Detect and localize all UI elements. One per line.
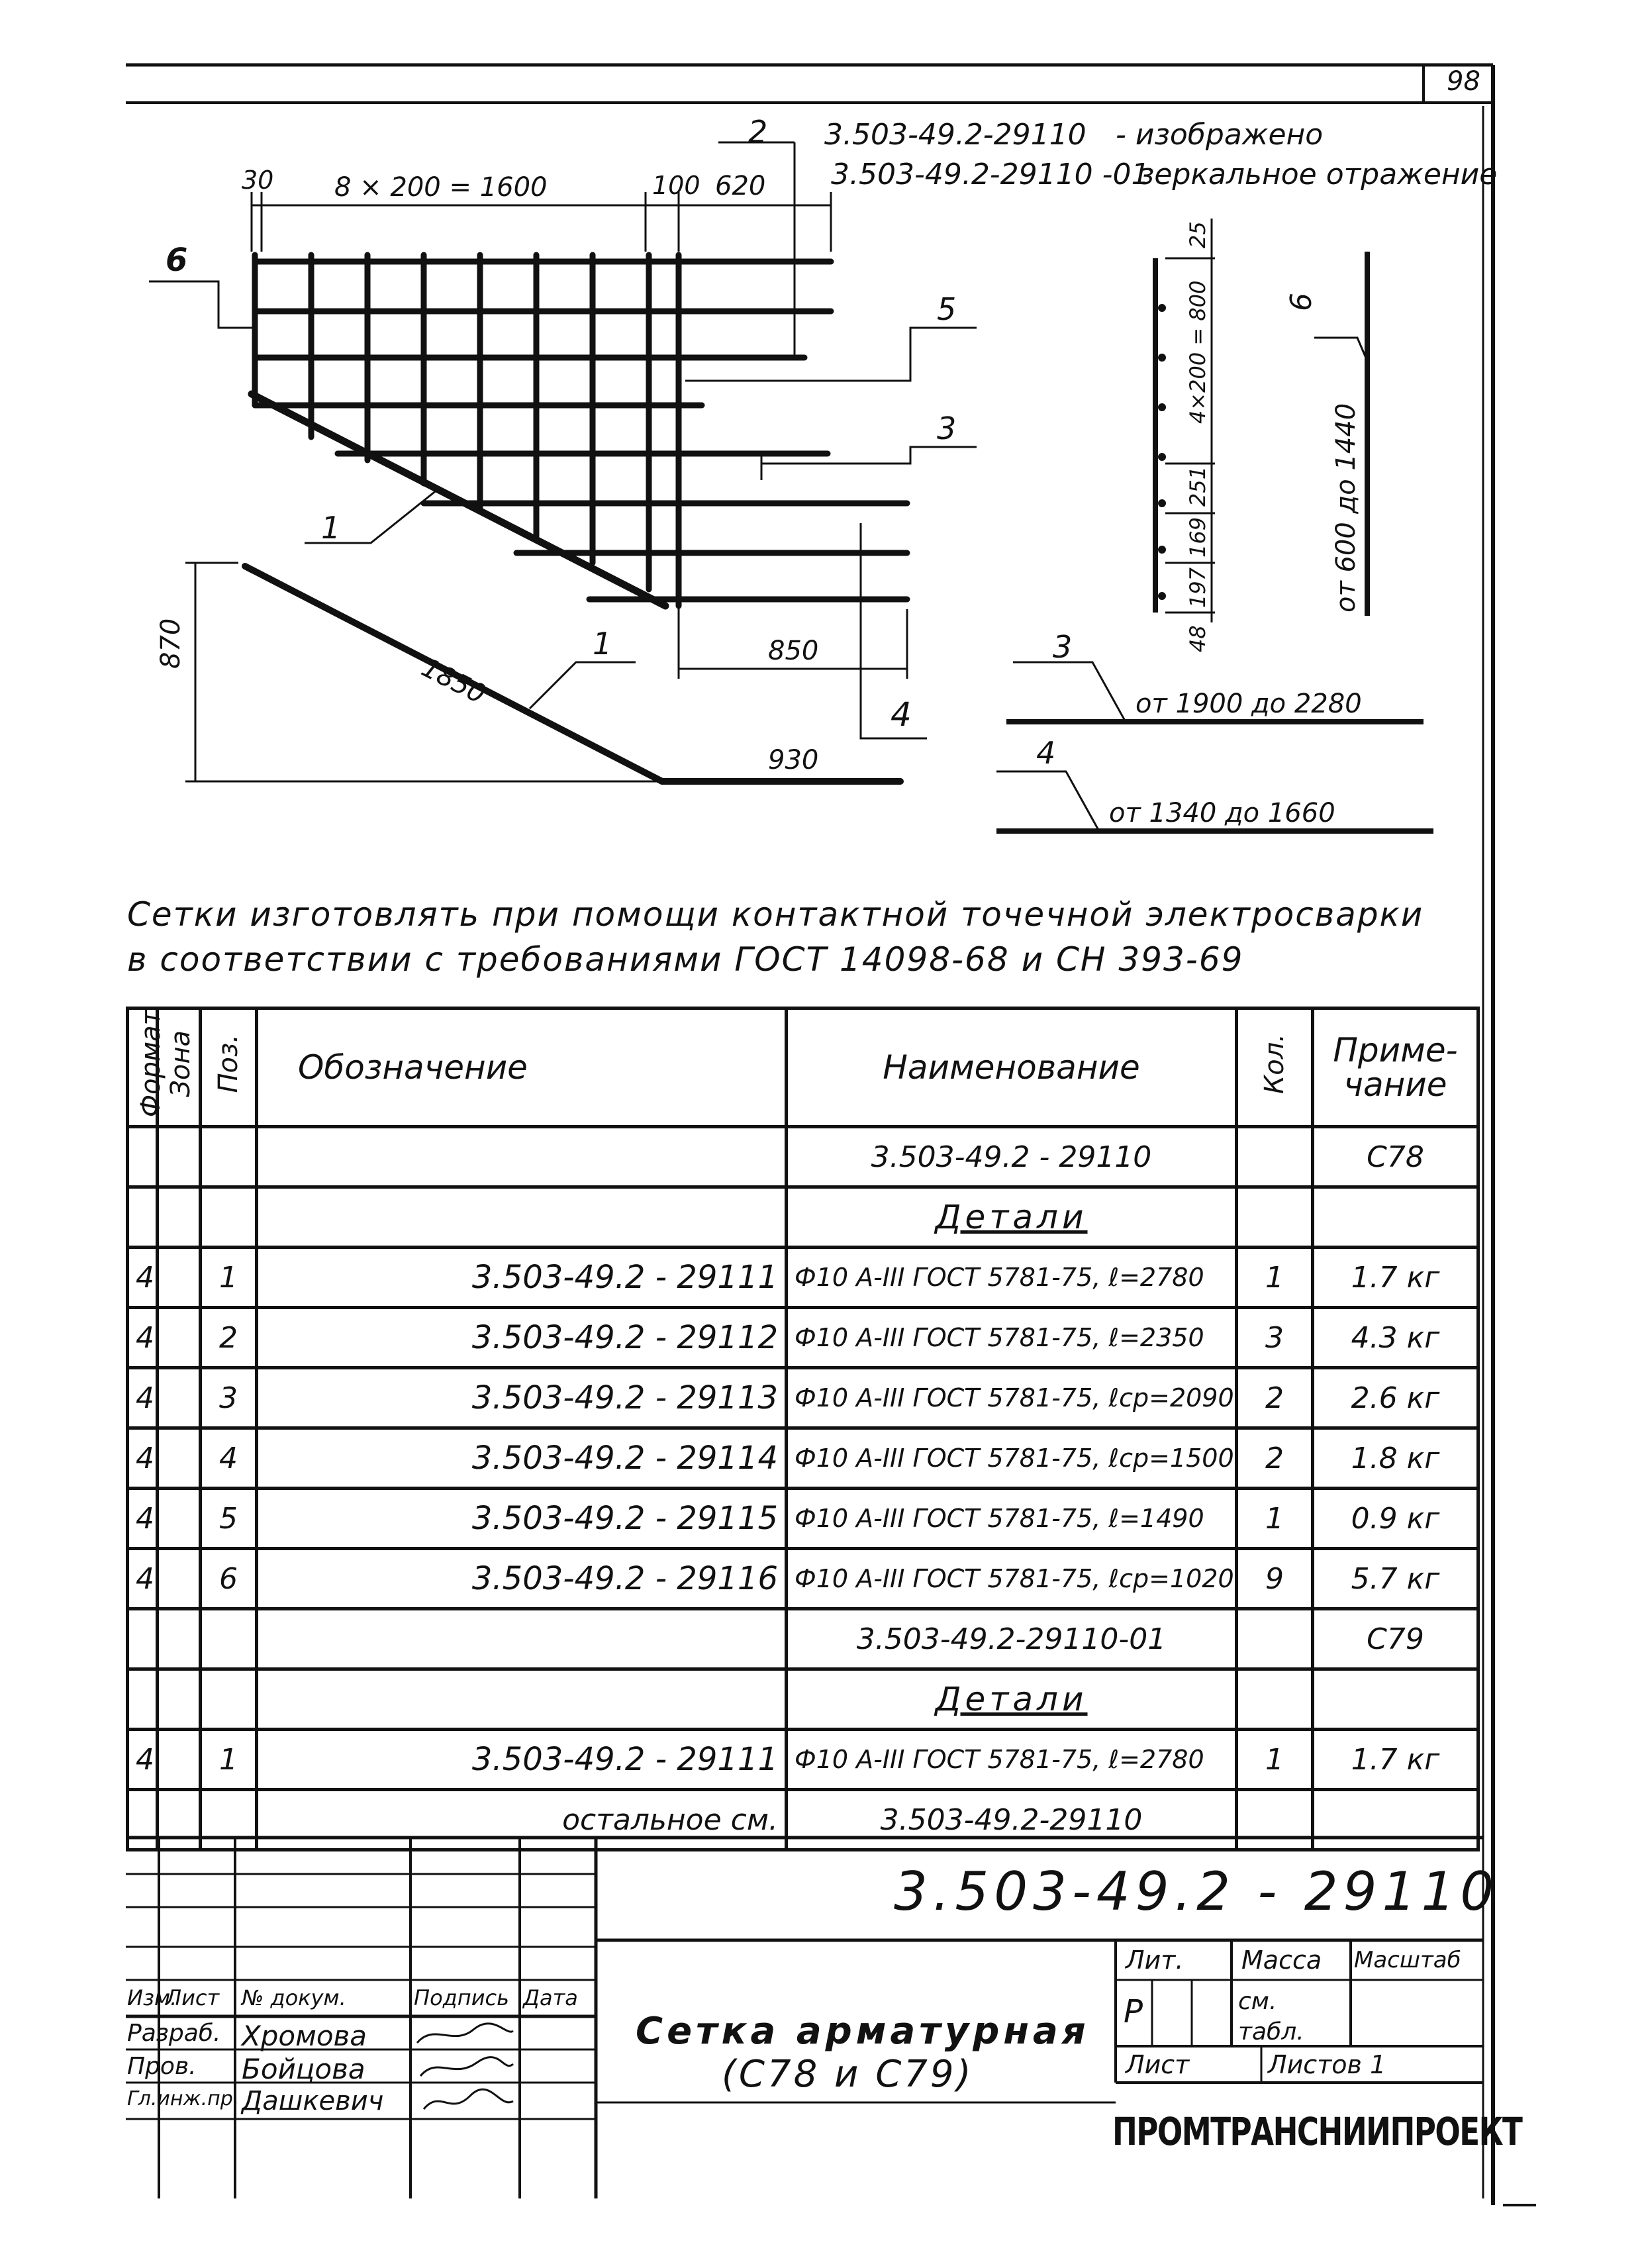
doc-code: 3.503-49.2 - 29110 — [894, 1861, 1500, 1922]
format-cell: 4 — [128, 1248, 158, 1308]
tb-name-1: Хромова — [242, 2020, 367, 2052]
tb-col-list: Лист — [166, 1985, 220, 2010]
specification-table — [126, 1007, 1480, 1851]
tb-role-1: Разраб. — [127, 2020, 221, 2047]
range-3: от 1900 до 2280 — [1135, 689, 1362, 719]
designation-cell: 3.503-49.2 - 29115 — [257, 1489, 787, 1549]
tb-col-izm: Изм. — [127, 1985, 177, 2010]
format-cell: 4 — [128, 1489, 158, 1549]
dimension-lines — [149, 142, 977, 781]
table-row — [128, 1368, 1478, 1428]
pos-cell: 2 — [201, 1308, 257, 1368]
assembly-row-c79 — [128, 1609, 1478, 1669]
col-qty: Кол. — [1237, 1009, 1313, 1127]
qty-cell: 3 — [1237, 1308, 1313, 1368]
org-name: ПРОМТРАНСНИИПРОЕКТ — [1112, 2109, 1522, 2154]
assembly-row-c78 — [128, 1127, 1478, 1187]
designation-main: 3.503-49.2-29110 — [824, 118, 1087, 152]
designation-cell: 3.503-49.2 - 29112 — [257, 1308, 787, 1368]
assembly-name: 3.503-49.2-29110-01 — [787, 1609, 1237, 1669]
designation-cell: 3.503-49.2 - 29114 — [257, 1428, 787, 1489]
dim-100: 100 — [652, 171, 700, 200]
designation-cell: 3.503-49.2 - 29111 — [257, 1248, 787, 1308]
table-row — [128, 1248, 1478, 1308]
assembly-note: С79 — [1313, 1609, 1478, 1669]
name-cell: Ф10 А-III ГОСТ 5781-75, ℓ=2780 — [787, 1730, 1237, 1790]
col-pos: Поз. — [201, 1009, 257, 1127]
pos-cell: 3 — [201, 1368, 257, 1428]
table-header-row — [128, 1009, 1478, 1127]
designation-mirror-note: зеркальное отражение — [1139, 158, 1498, 191]
name-cell: Ф10 А-III ГОСТ 5781-75, ℓ=2350 — [787, 1308, 1237, 1368]
name-cell: Ф10 А-III ГОСТ 5781-75, ℓ=1490 — [787, 1489, 1237, 1549]
qty-cell: 2 — [1237, 1428, 1313, 1489]
table-row — [128, 1428, 1478, 1489]
zone-cell — [158, 1248, 201, 1308]
mesh-main — [252, 255, 907, 606]
designation-cell: 3.503-49.2 - 29111 — [257, 1730, 787, 1790]
callout-6-side: 6 — [1284, 293, 1318, 311]
tb-name-3: Дашкевич — [242, 2086, 384, 2116]
format-cell: 4 — [128, 1730, 158, 1790]
callout-2: 2 — [748, 114, 768, 150]
dim-1600: 8 × 200 = 1600 — [334, 172, 548, 203]
col-name: Наименование — [787, 1009, 1237, 1127]
pos-cell: 1 — [201, 1248, 257, 1308]
designation-mirror: 3.503-49.2-29110 -01 — [831, 158, 1150, 191]
name-cell: Ф10 А-III ГОСТ 5781-75, ℓср=1020 — [787, 1549, 1237, 1609]
zone-cell — [158, 1368, 201, 1428]
qty-cell: 1 — [1237, 1730, 1313, 1790]
section-row — [128, 1669, 1478, 1730]
tb-name-2: Бойцова — [242, 2053, 365, 2085]
table-row — [128, 1549, 1478, 1609]
col-format: Формат — [128, 1009, 158, 1127]
zone-cell — [158, 1489, 201, 1549]
col-zone: Зона — [158, 1009, 201, 1127]
side-section-dots — [1158, 304, 1166, 600]
zone-cell — [158, 1549, 201, 1609]
dim-25: 25 — [1185, 221, 1210, 248]
tb-role-3: Гл.инж.пр. — [127, 2087, 240, 2110]
callout-3: 3 — [937, 411, 957, 446]
tb-sheet-label: Лист — [1126, 2050, 1190, 2079]
callout-1-lower: 1 — [593, 626, 612, 662]
pos-cell: 6 — [201, 1549, 257, 1609]
zone-cell — [158, 1428, 201, 1489]
rest-label: остальное см. — [257, 1790, 787, 1850]
designation-main-note: - изображено — [1116, 118, 1324, 152]
callout-1: 1 — [321, 510, 341, 546]
format-cell: 4 — [128, 1308, 158, 1368]
tb-role-2: Пров. — [127, 2053, 197, 2080]
note-line-1: Сетки изготовлять при помощи контактной точечной электросварки — [127, 895, 1424, 934]
note-line-2: в соответствии с требованиями ГОСТ 14098-68 и СН 393-69 — [127, 940, 1244, 979]
tb-mass-label: Масса — [1241, 1946, 1322, 1975]
section-title: Детали — [935, 1680, 1088, 1719]
note-cell: 1.7 кг — [1313, 1248, 1478, 1308]
tb-mass-value: см. табл. — [1238, 1988, 1304, 2046]
table-row — [128, 1489, 1478, 1549]
rest-ref: 3.503-49.2-29110 — [787, 1790, 1237, 1850]
dim-850: 850 — [768, 636, 819, 666]
pos-cell: 4 — [201, 1428, 257, 1489]
callout-4: 4 — [891, 695, 912, 734]
col-note: Приме- чание — [1313, 1009, 1478, 1127]
callout-3-bar: 3 — [1053, 629, 1073, 665]
table-row — [128, 1308, 1478, 1368]
dim-169: 169 — [1185, 517, 1210, 558]
note-cell: 0.9 кг — [1313, 1489, 1478, 1549]
designation-cell: 3.503-49.2 - 29113 — [257, 1368, 787, 1428]
tb-sheets-label: Листов 1 — [1268, 2050, 1386, 2079]
dim-251: 251 — [1185, 466, 1210, 507]
dim-620: 620 — [715, 171, 766, 201]
section-title: Детали — [935, 1198, 1088, 1237]
tb-col-sign: Подпись — [414, 1985, 509, 2010]
dim-870: 870 — [156, 618, 186, 669]
doc-title-line1: Сетка арматурная — [636, 2010, 1090, 2053]
tb-scale-label: Масштаб — [1354, 1947, 1461, 1973]
callout-6: 6 — [166, 242, 188, 279]
rest-row — [128, 1790, 1478, 1850]
dim-930: 930 — [768, 745, 819, 775]
table-row — [128, 1730, 1478, 1790]
zone-cell — [158, 1308, 201, 1368]
note-cell: 1.8 кг — [1313, 1428, 1478, 1489]
qty-cell: 2 — [1237, 1368, 1313, 1428]
col-designation: Обозначение — [257, 1009, 787, 1127]
signatures — [414, 2016, 516, 2122]
range-4: от 1340 до 1660 — [1109, 798, 1335, 828]
qty-cell: 1 — [1237, 1248, 1313, 1308]
assembly-name: 3.503-49.2 - 29110 — [787, 1127, 1237, 1187]
tb-lit-value: Р — [1124, 1993, 1143, 2030]
pos-cell: 5 — [201, 1489, 257, 1549]
format-cell: 4 — [128, 1428, 158, 1489]
name-cell: Ф10 А-III ГОСТ 5781-75, ℓср=2090 — [787, 1368, 1237, 1428]
tb-col-doc: № докум. — [242, 1985, 346, 2010]
assembly-note: С78 — [1313, 1127, 1478, 1187]
qty-cell: 1 — [1237, 1489, 1313, 1549]
callout-5: 5 — [937, 291, 957, 327]
designation-cell: 3.503-49.2 - 29116 — [257, 1549, 787, 1609]
name-cell: Ф10 А-III ГОСТ 5781-75, ℓср=1500 — [787, 1428, 1237, 1489]
qty-cell: 9 — [1237, 1549, 1313, 1609]
pos-cell: 1 — [201, 1730, 257, 1790]
format-cell: 4 — [128, 1368, 158, 1428]
range-6: от 600 до 1440 — [1331, 403, 1361, 613]
note-cell: 2.6 кг — [1313, 1368, 1478, 1428]
format-cell: 4 — [128, 1549, 158, 1609]
note-cell: 4.3 кг — [1313, 1308, 1478, 1368]
section-row — [128, 1187, 1478, 1248]
dim-30: 30 — [242, 166, 274, 195]
sheet-number: 98 — [1447, 66, 1480, 97]
dim-800: 4×200 = 800 — [1185, 280, 1210, 424]
dim-197: 197 — [1185, 567, 1210, 608]
dim-48: 48 — [1185, 625, 1210, 652]
parts-list-c78 — [128, 1248, 1478, 1609]
tb-lit-label: Лит. — [1126, 1946, 1184, 1975]
zone-cell — [158, 1730, 201, 1790]
name-cell: Ф10 А-III ГОСТ 5781-75, ℓ=2780 — [787, 1248, 1237, 1308]
dim-1850: 1850 — [416, 652, 491, 711]
doc-title-line2: (С78 и С79) — [722, 2053, 974, 2096]
note-cell: 5.7 кг — [1313, 1549, 1478, 1609]
tb-col-date: Дата — [523, 1985, 578, 2010]
parts-list-c79 — [128, 1730, 1478, 1790]
callout-4-bar: 4 — [1036, 735, 1056, 771]
note-cell: 1.7 кг — [1313, 1730, 1478, 1790]
